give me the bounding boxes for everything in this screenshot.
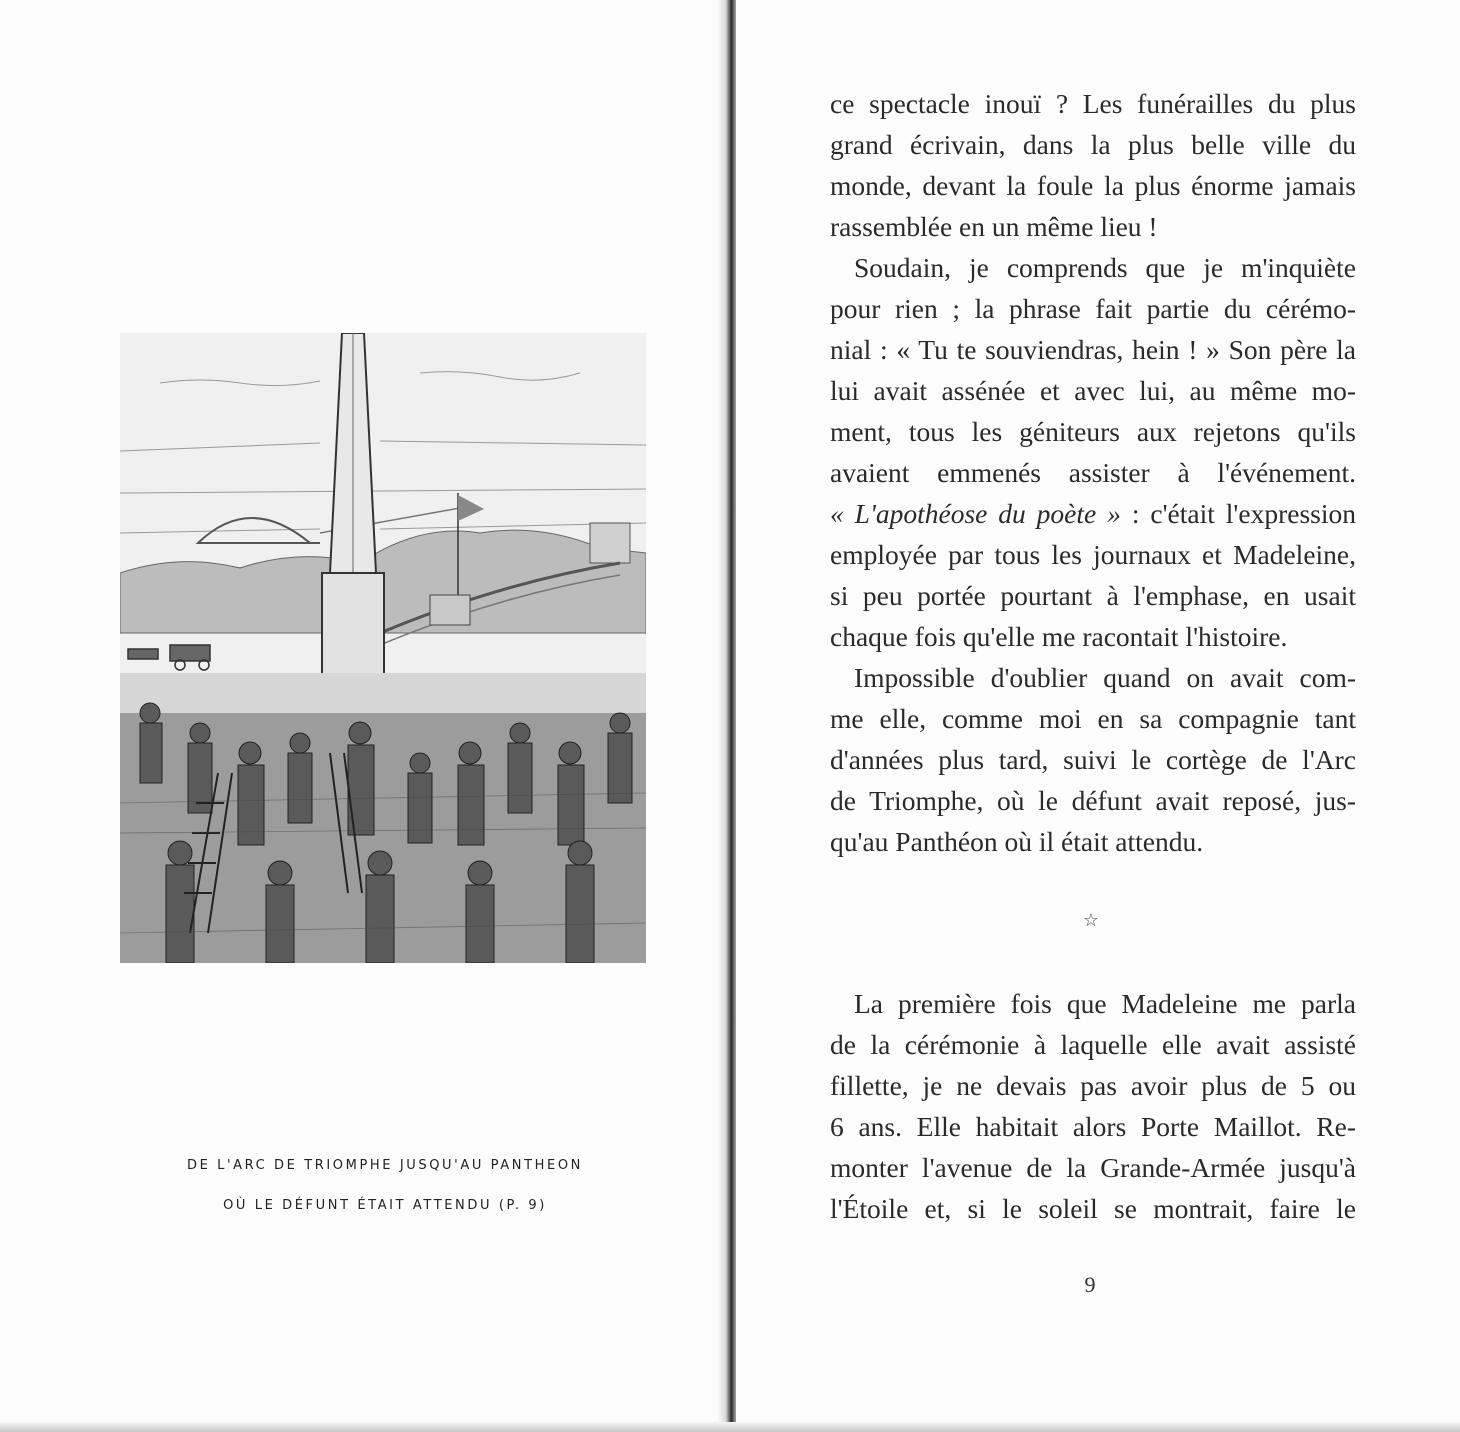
body-line: qu'au Panthéon où il était attendu.	[830, 826, 1204, 857]
illustration-caption-line-1: DE L'ARC DE TRIOMPHE JUSQU'AU PANTHEON	[186, 1158, 583, 1173]
body-line: de Triomphe, où le défunt avait reposé, jus-	[830, 785, 1356, 816]
page-bottom-edge	[0, 1422, 1460, 1432]
body-line: Impossible d'oublier quand on avait com-	[854, 662, 1356, 693]
italic-quote: « L'apothéose du poète »	[830, 498, 1121, 529]
body-line: lui avait assénée et avec lui, au même mo-	[830, 375, 1356, 406]
body-line: employée par tous les journaux et Madeleine,	[830, 539, 1356, 570]
body-line: l'Étoile et, si le soleil se montrait, faire le	[830, 1193, 1356, 1224]
body-line: La première fois que Madeleine me parla	[854, 988, 1356, 1019]
body-line: d'années plus tard, suivi le cortège de l'Arc	[830, 744, 1356, 775]
body-line: monter l'avenue de la Grande-Armée jusqu'à	[830, 1152, 1356, 1183]
body-line: monde, devant la foule la plus énorme jamais	[830, 170, 1356, 201]
body-line: nial : « Tu te souviendras, hein ! » Son père la	[830, 334, 1356, 365]
body-line: fillette, je ne devais pas avoir plus de 5 ou	[830, 1070, 1356, 1101]
body-line: Soudain, je comprends que je m'inquiète	[854, 252, 1356, 283]
body-line: 6 ans. Elle habitait alors Porte Maillot. Re-	[830, 1111, 1356, 1142]
body-line: de la cérémonie à laquelle elle avait assisté	[830, 1029, 1356, 1060]
left-page	[0, 0, 724, 1432]
body-line: grand écrivain, dans la plus belle ville du	[830, 129, 1356, 160]
body-line: avaient emmenés assister à l'événement.	[830, 457, 1356, 488]
body-line-italic	[830, 494, 1356, 534]
section-separator-star-icon: ☆	[1082, 910, 1100, 931]
engraving-drawing	[120, 333, 646, 963]
engraving-illustration	[120, 333, 646, 963]
body-line: ce spectacle inouï ? Les funérailles du plus	[830, 88, 1356, 119]
body-line: rassemblée en un même lieu !	[830, 211, 1158, 242]
body-line: ment, tous les géniteurs aux rejetons qu'ils	[830, 416, 1356, 447]
illustration-caption-line-2: OÙ LE DÉFUNT ÉTAIT ATTENDU (P. 9)	[223, 1198, 547, 1213]
body-line: chaque fois qu'elle me racontait l'histoire.	[830, 621, 1288, 652]
page-number: 9	[1084, 1272, 1096, 1297]
italic-line-rest: : c'était l'expression	[1120, 498, 1357, 529]
body-line: me elle, comme moi en sa compagnie tant	[830, 703, 1356, 734]
body-line: pour rien ; la phrase fait partie du cérémo-	[830, 293, 1356, 324]
body-line: si peu portée pourtant à l'emphase, en usait	[830, 580, 1356, 611]
